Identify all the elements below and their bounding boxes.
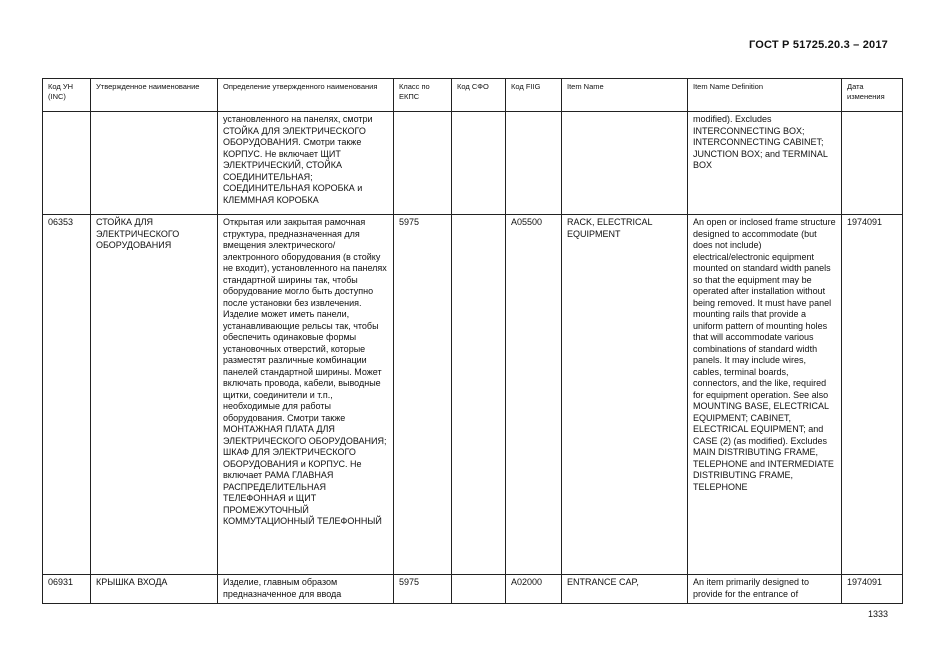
column-header-approved-name: Утвержденное наименование — [91, 79, 218, 112]
cell-class: 5975 — [394, 575, 452, 604]
cell-definition-en: modified). Excludes INTERCONNECTING BOX; INTERCONNECTING CABINET; JUNCTION BOX; and TERMINAL BOX — [688, 112, 842, 215]
cell-definition-ru: установленного на панелях, смотри СТОЙКА ДЛЯ ЭЛЕКТРИЧЕСКОГО ОБОРУДОВАНИЯ. Смотри также КОРПУС. Не включает ЩИТ ЭЛЕКТРИЧЕСКИЙ, СТОЙКА СОЕДИНИТЕЛЬНАЯ; СОЕДИНИТЕЛЬНАЯ КОРОБКА и КЛЕММНАЯ КОРОБКА — [218, 112, 394, 215]
column-header-sfo: Код СФО — [452, 79, 506, 112]
column-header-fiig: Код FIIG — [506, 79, 562, 112]
column-header-item-name-definition: Item Name Definition — [688, 79, 842, 112]
cell-definition-en: An item primarily designed to provide for the entrance of — [688, 575, 842, 604]
table-row — [43, 215, 903, 575]
cell-class — [394, 112, 452, 215]
cell-sfo — [452, 112, 506, 215]
cell-approved-name: КРЫШКА ВХОДА — [91, 575, 218, 604]
cell-definition-ru: Изделие, главным образом предназначенное для ввода — [218, 575, 394, 604]
cell-item-name: ENTRANCE CAP, — [562, 575, 688, 604]
column-header-item-name: Item Name — [562, 79, 688, 112]
table-header-row — [43, 79, 903, 112]
cell-inc — [43, 112, 91, 215]
column-header-class: Класс по ЕКПС — [394, 79, 452, 112]
cell-date — [842, 112, 903, 215]
cell-class: 5975 — [394, 215, 452, 575]
page-number: 1333 — [867, 609, 888, 619]
cell-sfo — [452, 575, 506, 604]
cell-fiig — [506, 112, 562, 215]
cell-inc: 06353 — [43, 215, 91, 575]
column-header-definition-ru: Определение утвержденного наименования — [218, 79, 394, 112]
cell-item-name: RACK, ELECTRICAL EQUIPMENT — [562, 215, 688, 575]
cell-inc: 06931 — [43, 575, 91, 604]
cell-definition-ru: Открытая или закрытая рамочная структура, предназначенная для вмещения электрического/электронного оборудования (в стойку не входит), установленного на панелях стандартной ширины так, чтобы оборудование могло быть доступно после установки без извлечения. Изделие может иметь панели, устанавливающие рельсы так, чтобы обеспечить одинаковые формы установочных отверстий, которые разместят различные комбинации панелей стандартной ширины. Может включать провода, кабели, выводные щитки, соединители и т.п., необходимые для работы оборудования. Смотри также МОНТАЖНАЯ ПЛАТА ДЛЯ ЭЛЕКТРИЧЕСКОГО ОБОРУДОВАНИЯ; ШКАФ ДЛЯ ЭЛЕКТРИЧЕСКОГО ОБОРУДОВАНИЯ и КОРПУС. Не включает РАМА ГЛАВНАЯ РАСПРЕДЕЛИТЕЛЬНАЯ ТЕЛЕФОННАЯ и ЩИТ ПРОМЕЖУТОЧНЫЙ КОММУТАЦИОННЫЙ ТЕЛЕФОННЫЙ — [218, 215, 394, 575]
cell-fiig: A05500 — [506, 215, 562, 575]
column-header-inc: Код УН (INC) — [43, 79, 91, 112]
cell-date: 1974091 — [842, 215, 903, 575]
cell-definition-en: An open or inclosed frame structure designed to accommodate (but does not include) electrical/electronic equipment mounted on standard width panels so that the equipment may be operated after installation without being removed. It must have panel mounting rails that provide a uniform pattern of mounting holes that will accommodate various combinations of standard width panels. It may include wires, cables, terminal boards, connectors, and the like, required for equipment operation. See also MOUNTING BASE, ELECTRICAL EQUIPMENT; CABINET, ELECTRICAL EQUIPMENT; and CASE (2) (as modified). Excludes MAIN DISTRIBUTING FRAME, TELEPHONE and INTERMEDIATE DISTRIBUTING FRAME, TELEPHONE — [688, 215, 842, 575]
table-row — [43, 112, 903, 215]
cell-approved-name: СТОЙКА ДЛЯ ЭЛЕКТРИЧЕСКОГО ОБОРУДОВАНИЯ — [91, 215, 218, 575]
cell-fiig: A02000 — [506, 575, 562, 604]
table-row — [43, 575, 903, 604]
cell-date: 1974091 — [842, 575, 903, 604]
cell-approved-name — [91, 112, 218, 215]
document-standard-code: ГОСТ Р 51725.20.3 – 2017 — [748, 39, 888, 51]
cell-item-name — [562, 112, 688, 215]
column-header-change-date: Дата изменения — [842, 79, 903, 112]
nomenclature-table — [42, 78, 903, 604]
cell-sfo — [452, 215, 506, 575]
